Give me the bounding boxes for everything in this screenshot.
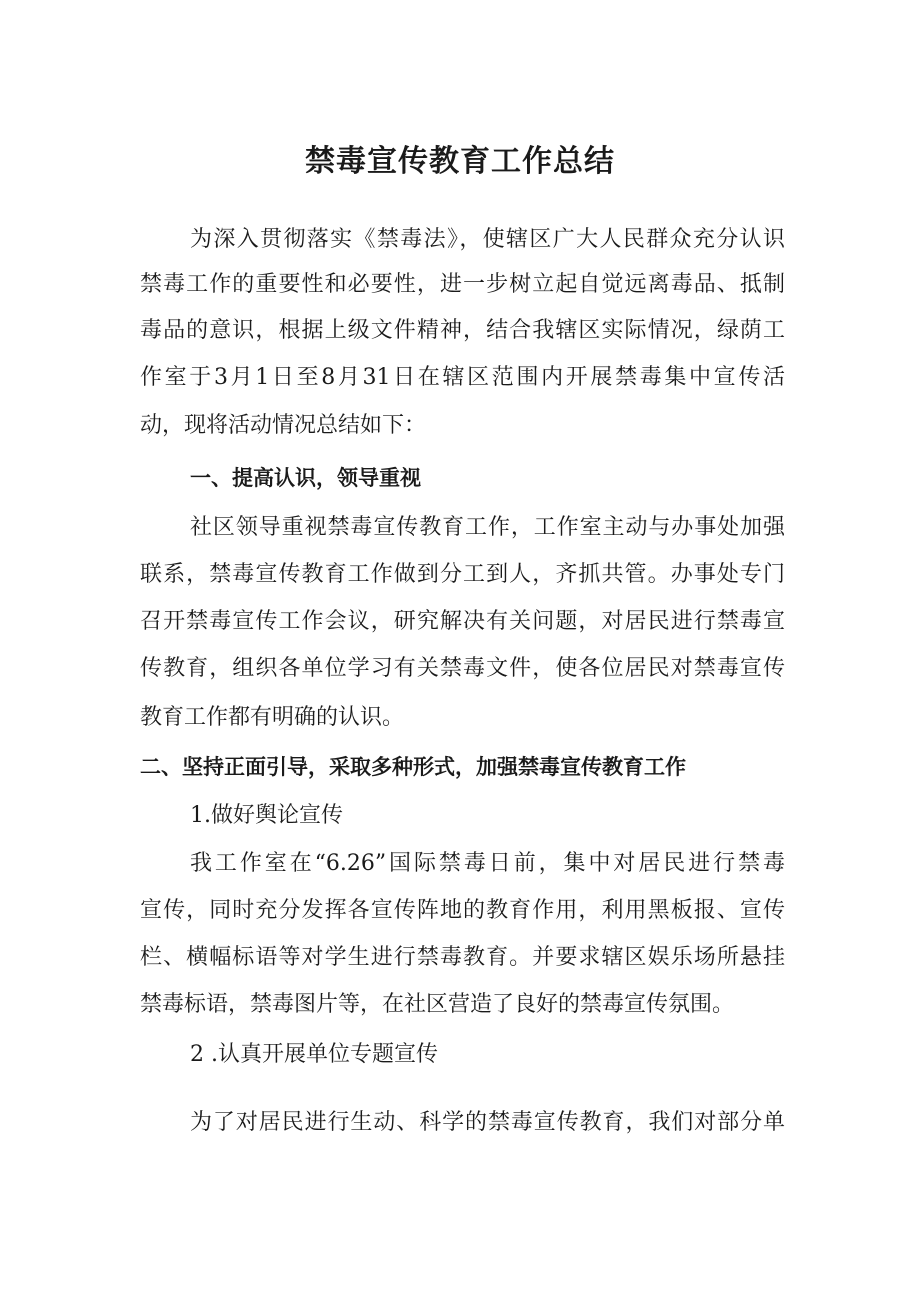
subsection1-line: 栏、横幅标语等对学生进行禁毒教育。并要求辖区娱乐场所悬挂: [140, 945, 785, 970]
intro-line: 为深入贯彻落实《禁毒法》，使辖区广大人民群众充分认识: [190, 227, 785, 252]
section1-line: 传教育，组织各单位学习有关禁毒文件，使各位居民对禁毒宣传: [140, 656, 785, 681]
section1-line: 教育工作都有明确的认识。: [140, 705, 405, 730]
subsection1-line: 禁毒标语，禁毒图片等，在社区营造了良好的禁毒宣传氛围。: [140, 992, 735, 1017]
subsection2-line: 为了对居民进行生动、科学的禁毒宣传教育，我们对部分单: [190, 1110, 785, 1135]
subsection1-line: 宣传，同时充分发挥各宣传阵地的教育作用，利用黑板报、宣传: [140, 898, 785, 923]
document-title: 禁毒宣传教育工作总结: [305, 144, 615, 179]
intro-line: 禁毒工作的重要性和必要性，进一步树立起自觉远离毒品、抵制: [140, 272, 785, 297]
section1-line: 联系，禁毒宣传教育工作做到分工到人，齐抓共管。办事处专门: [140, 562, 785, 587]
subsection-heading: 1.做好舆论宣传: [190, 803, 343, 828]
subsection1-line: 我工作室在“6.26”国际禁毒日前，集中对居民进行禁毒: [190, 851, 785, 876]
section1-line: 召开禁毒宣传工作会议，研究解决有关问题，对居民进行禁毒宣: [140, 609, 785, 634]
intro-line: 动，现将活动情况总结如下：: [140, 413, 427, 438]
intro-line: 作室于3月1日至8月31日在辖区范围内开展禁毒集中宣传活: [140, 365, 785, 390]
subsection-heading: 2 .认真开展单位专题宣传: [190, 1042, 438, 1067]
section-heading: 二、坚持正面引导，采取多种形式，加强禁毒宣传教育工作: [140, 755, 686, 779]
intro-line: 毒品的意识，根据上级文件精神，结合我辖区实际情况，绿荫工: [140, 318, 785, 343]
section-heading: 一、提高认识，领导重视: [190, 466, 421, 490]
section1-line: 社区领导重视禁毒宣传教育工作，工作室主动与办事处加强: [190, 515, 785, 540]
